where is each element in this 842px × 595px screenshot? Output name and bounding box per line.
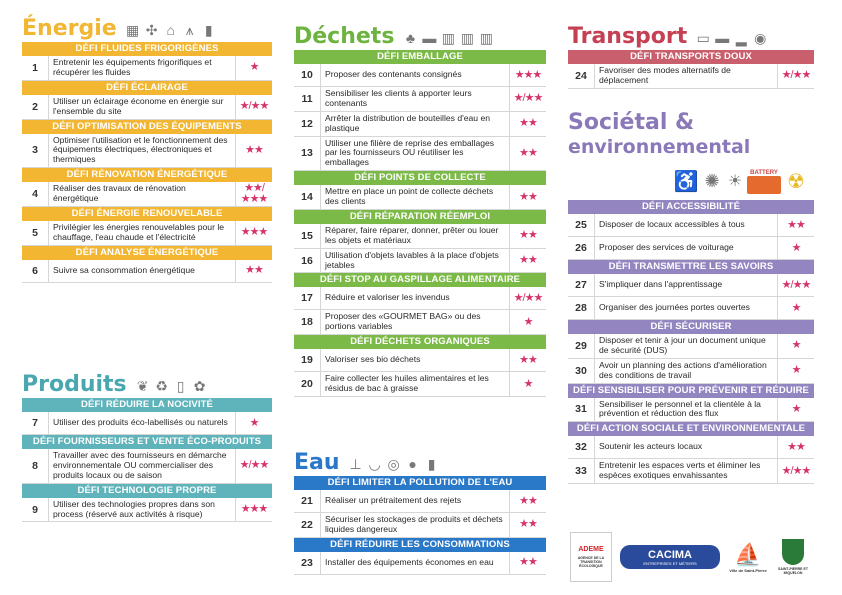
action-row [294,64,546,87]
action-number: 8 [32,459,38,472]
action-number: 4 [32,188,38,200]
produits-section [22,362,272,522]
star-rating: ★ [791,339,801,352]
star-rating: ★ [523,377,533,390]
dechets-header [294,14,546,50]
action-row [568,274,814,297]
action-number: 21 [301,495,313,507]
transport-section [568,14,814,89]
challenge-band: DÉFI RÉNOVATION ÉNERGÉTIQUE [22,168,272,182]
action-row [294,87,546,112]
action-row [294,112,546,137]
challenge-band: DÉFI FLUIDES FRIGORIGÈNES [22,42,272,56]
action-text: Utilisation d'objets lavables à la place d'objets jetables [320,249,510,273]
action-text: Travailler avec des fournisseurs en démarche environnementale OU commercialiser des produits locaux ou de saison [48,449,236,483]
leaf-icon: ❦ [136,377,149,394]
truck-icon: ▬ [422,30,437,46]
action-text: Réaliser des travaux de rénovation énergétique [48,182,236,206]
societal-title-line1: Sociétal & [568,110,695,135]
challenge-band: DÉFI TRANSPORTS DOUX [568,50,814,64]
action-number: 20 [301,378,313,390]
challenge-band: DÉFI RÉDUIRE LA NOCIVITÉ [22,398,272,412]
star-rating: ★ [791,241,801,254]
action-number: 32 [575,441,587,454]
action-number: 17 [301,292,313,305]
challenge-band: DÉFI TECHNOLOGIE PROPRE [22,484,272,498]
bus-icon: ▬ [715,30,730,46]
action-number: 23 [301,556,313,569]
action-row [568,237,814,260]
transport-table [568,50,814,89]
action-text: Sensibiliser les clients à apporter leurs contenants [320,87,510,111]
bin-icon: ▥ [479,29,494,46]
action-row [568,64,814,89]
action-text: Entretenir les espaces verts et éliminer les espèces exotiques envahissantes [594,459,778,483]
eau-title: Eau [294,450,340,475]
partner-logos [570,532,820,582]
produits-title: Produits [22,372,127,397]
star-rating: ★★ [519,254,537,266]
star-rating: ★/★★ [781,69,811,82]
action-number: 14 [301,191,313,203]
star-rating: ★★ [245,264,263,277]
challenge-band: DÉFI ÉCLAIRAGE [22,81,272,95]
action-row [294,185,546,210]
action-number: 2 [32,100,38,113]
eau-table [294,476,546,575]
action-number: 31 [575,403,587,416]
energie-icons [125,20,217,42]
societal-section [568,108,814,484]
action-row [22,412,272,435]
action-number: 5 [32,226,38,239]
challenge-band: DÉFI EMBALLAGE [294,50,546,64]
produits-table [22,398,272,522]
water-drop-icon: ● [408,456,417,472]
action-row [294,310,546,335]
action-number: 30 [575,364,587,377]
plant-icon: ✿ [193,377,206,394]
action-text: Réduire et valoriser les invendus [320,287,510,309]
action-row [294,224,546,249]
eau-header [294,440,546,476]
action-row [22,95,272,120]
action-number: 22 [301,518,313,531]
societal-title-line2: environnemental [568,136,751,158]
dechets-section [294,14,546,397]
collectivite-logo [776,533,810,581]
pylon-icon: ⩚ [185,21,194,38]
action-number: 18 [301,316,313,329]
ademe-logo-subtitle: AGENCE DE LA TRANSITION ÉCOLOGIQUE [577,556,605,568]
action-text: Valoriser ses bio déchets [320,349,510,371]
collectivite-logo-text: SAINT-PIERRE ET MIQUELON [778,567,808,575]
action-text: Favoriser des modes alternatifs de déplacement [594,64,778,88]
star-rating: ★ [791,301,801,314]
action-number: 13 [301,147,313,160]
star-rating: ★ [523,315,533,328]
action-row [294,513,546,538]
action-text: Proposer des «GOURMET BAG» ou des portions variables [320,310,510,334]
action-row [568,297,814,320]
action-number: 15 [301,229,313,242]
action-text: Utiliser une filière de reprise des emballages par les fournisseurs OU réutiliser les emballages [320,137,510,171]
saint-pierre-logo-text: Ville de Saint-Pierre [729,567,767,573]
challenge-band: DÉFI FOURNISSEURS ET VENTE ÉCO-PRODUITS [22,435,272,449]
saint-pierre-logo [728,533,768,581]
challenge-band: DÉFI SENSIBILISER POUR PRÉVENIR ET RÉDUIRE [568,384,814,398]
produits-icons [135,376,208,398]
challenge-band: DÉFI OPTIMISATION DES ÉQUIPEMENTS [22,120,272,134]
water-bottle-icon: ▮ [427,455,436,472]
star-rating: ★ [791,364,801,377]
bin-icon: ▥ [441,29,456,46]
action-row [294,349,546,372]
transport-title: Transport [568,24,688,49]
action-number: 7 [32,417,38,429]
star-rating: ★/★★ [781,464,811,477]
action-text: Arrêter la distribution de bouteilles d'eau en plastique [320,112,510,136]
dechets-icons [402,28,494,50]
battery-icon [747,170,781,194]
action-text: Entretenir les équipements frigorifiques et récupérer les fluides [48,56,236,80]
star-rating: ★/★★ [781,278,811,291]
transport-header [568,14,814,50]
star-rating: ★★ [519,353,537,366]
action-text: Proposer des contenants consignés [320,64,510,86]
action-row [294,490,546,513]
star-rating: ★/★★ [513,92,543,105]
action-row [22,221,272,246]
action-number: 16 [301,254,313,267]
water-tank-icon: ◎ [387,455,400,472]
star-rating: ★★ [787,440,805,453]
action-row [568,436,814,459]
action-number: 28 [575,302,587,314]
bottle-icon: ▯ [176,377,185,394]
star-rating: ★★ [519,190,537,203]
action-number: 1 [32,61,38,74]
star-rating: ★★ [519,117,537,130]
star-rating: ★★★ [240,226,268,239]
star-rating: ★★ [245,143,263,156]
factory-icon: ⌂ [166,22,175,38]
action-text: Soutenir les acteurs locaux [594,436,778,458]
star-rating: ★ [249,416,259,429]
recycle-icon: ♻ [155,377,168,394]
action-text: Sécuriser les stockages de produits et déchets liquides dangereux [320,513,510,537]
action-text: Réparer, faire réparer, donner, prêter ou louer les objets et matériaux [320,224,510,248]
star-rating: ★/★★ [513,291,543,304]
action-text: Utiliser un éclairage économe en énergie sur l'ensemble du site [48,95,236,119]
battery-icon: ▮ [204,21,213,38]
action-number: 33 [575,465,587,478]
car-icon: ▂ [735,29,747,46]
challenge-band: DÉFI STOP AU GASPILLAGE ALIMENTAIRE [294,273,546,287]
action-number: 6 [32,264,38,277]
star-rating: ★/★★ [239,459,269,472]
star-rating: ★ [249,61,259,74]
action-row [294,249,546,274]
tree-icon: ♣ [405,30,416,46]
challenge-band: DÉFI POINTS DE COLLECTE [294,171,546,185]
challenge-band: DÉFI RÉPARATION RÉEMPLOI [294,210,546,224]
lightbulb-icon: ☀ [727,173,743,190]
star-rating: ★★/ ★★★ [240,182,268,205]
societal-header [568,108,814,200]
ship-icon: ⛵ [734,541,762,567]
cacima-logo [620,545,720,569]
action-number: 24 [575,69,587,82]
brain-icon: ✺ [704,170,720,191]
solar-panel-icon: ▦ [126,21,140,38]
challenge-band: DÉFI RÉDUIRE LES CONSOMMATIONS [294,538,546,552]
action-text: Avoir un planning des actions d'amélioration des conditions de travail [594,359,778,383]
transport-icons [695,28,768,50]
produits-header [22,362,272,398]
action-text: Privilégier les énergies renouvelables pour le chauffage, l'eau chaude et l'électricité [48,221,236,245]
energie-title: Énergie [22,16,117,41]
action-text: Utiliser des technologies propres dans son process (réservé aux activités à risque) [48,498,236,522]
action-number: 26 [575,242,587,254]
star-rating: ★★ [519,494,537,507]
action-text: S'impliquer dans l'apprentissage [594,274,778,296]
star-rating: ★★ [519,556,537,569]
action-row [22,134,272,169]
cacima-logo-subtitle: ENTREPRISES ET MÉTIERS [643,560,697,566]
wheelchair-icon: ♿ [673,170,699,193]
action-text: Disposer et tenir à jour un document unique de sécurité (DUS) [594,334,778,358]
action-text: Utiliser des produits éco-labellisés ou naturels [48,412,236,434]
action-number: 29 [575,339,587,352]
challenge-band: DÉFI LIMITER LA POLLUTION DE L'EAU [294,476,546,490]
action-number: 19 [301,354,313,367]
wind-turbine-icon: ✣ [145,21,158,38]
challenge-band: DÉFI ANALYSE ÉNERGÉTIQUE [22,246,272,260]
action-row [568,214,814,237]
challenge-band: DÉFI DÉCHETS ORGANIQUES [294,335,546,349]
balloon-icon: ◉ [754,29,767,46]
societal-icons [674,168,808,196]
action-text: Mettre en place un point de collecte déchets des clients [320,185,510,209]
action-number: 25 [575,219,587,231]
action-text: Optimiser l'utilisation et le fonctionnement des équipements électriques, électroniques et thermiques [48,134,236,168]
action-text: Disposer de locaux accessibles à tous [594,214,778,236]
eau-icons [348,454,440,476]
star-rating: ★★★ [240,503,268,515]
energie-header [22,6,272,42]
star-rating: ★★ [519,229,537,242]
action-row [22,260,272,283]
action-row [22,449,272,484]
action-number: 11 [301,92,313,105]
action-row [22,56,272,81]
train-icon: ▭ [696,29,710,46]
action-number: 9 [32,503,38,516]
tap-icon: ⊥ [349,455,362,472]
action-text: Faire collecter les huiles alimentaires et les résidus de bac à graisse [320,372,510,396]
action-row [294,552,546,575]
action-row [568,398,814,423]
action-number: 12 [301,117,313,130]
action-row [294,372,546,397]
challenge-band: DÉFI TRANSMETTRE LES SAVOIRS [568,260,814,274]
crest-icon [782,539,804,565]
action-text: Sensibiliser le personnel et la clientèle à la prévention et réduction des flux [594,398,778,422]
action-text: Suivre sa consommation énergétique [48,260,236,282]
action-number: 10 [301,69,313,81]
ademe-logo-text: ADEME [578,546,604,553]
societal-table [568,200,814,484]
cacima-logo-text: CACIMA [648,548,692,561]
ademe-logo [570,532,612,582]
action-text: Organiser des journées portes ouvertes [594,297,778,319]
energie-table [22,42,272,283]
action-row [294,287,546,310]
action-text: Réaliser un prétraitement des rejets [320,490,510,512]
challenge-band: DÉFI SÉCURISER [568,320,814,334]
action-row [568,334,814,359]
radiation-icon: ☢ [787,170,805,193]
action-text: Proposer des services de voiturage [594,237,778,259]
eau-section [294,440,546,575]
action-row [568,459,814,484]
action-number: 3 [32,144,38,157]
bathtub-icon: ◡ [368,455,381,472]
challenge-band: DÉFI ACTION SOCIALE ET ENVIRONNEMENTALE [568,422,814,436]
star-rating: ★/★★ [239,100,269,113]
action-text: Installer des équipements économes en eau [320,552,510,574]
challenge-band: DÉFI ÉNERGIE RENOUVELABLE [22,207,272,221]
dechets-table [294,50,546,397]
action-number: 27 [575,279,587,291]
battery-label: BATTERY [750,170,778,176]
star-rating: ★★ [519,146,537,159]
action-row [294,137,546,172]
star-rating: ★★ [787,218,805,231]
action-row [22,182,272,207]
bin-icon: ▥ [460,29,475,46]
action-row [22,498,272,523]
energie-section [22,6,272,283]
dechets-title: Déchets [294,24,395,49]
star-rating: ★★ [519,518,537,531]
star-rating: ★★★ [514,68,542,81]
action-row [568,359,814,384]
star-rating: ★ [791,402,801,415]
challenge-band: DÉFI ACCESSIBILITÉ [568,200,814,214]
